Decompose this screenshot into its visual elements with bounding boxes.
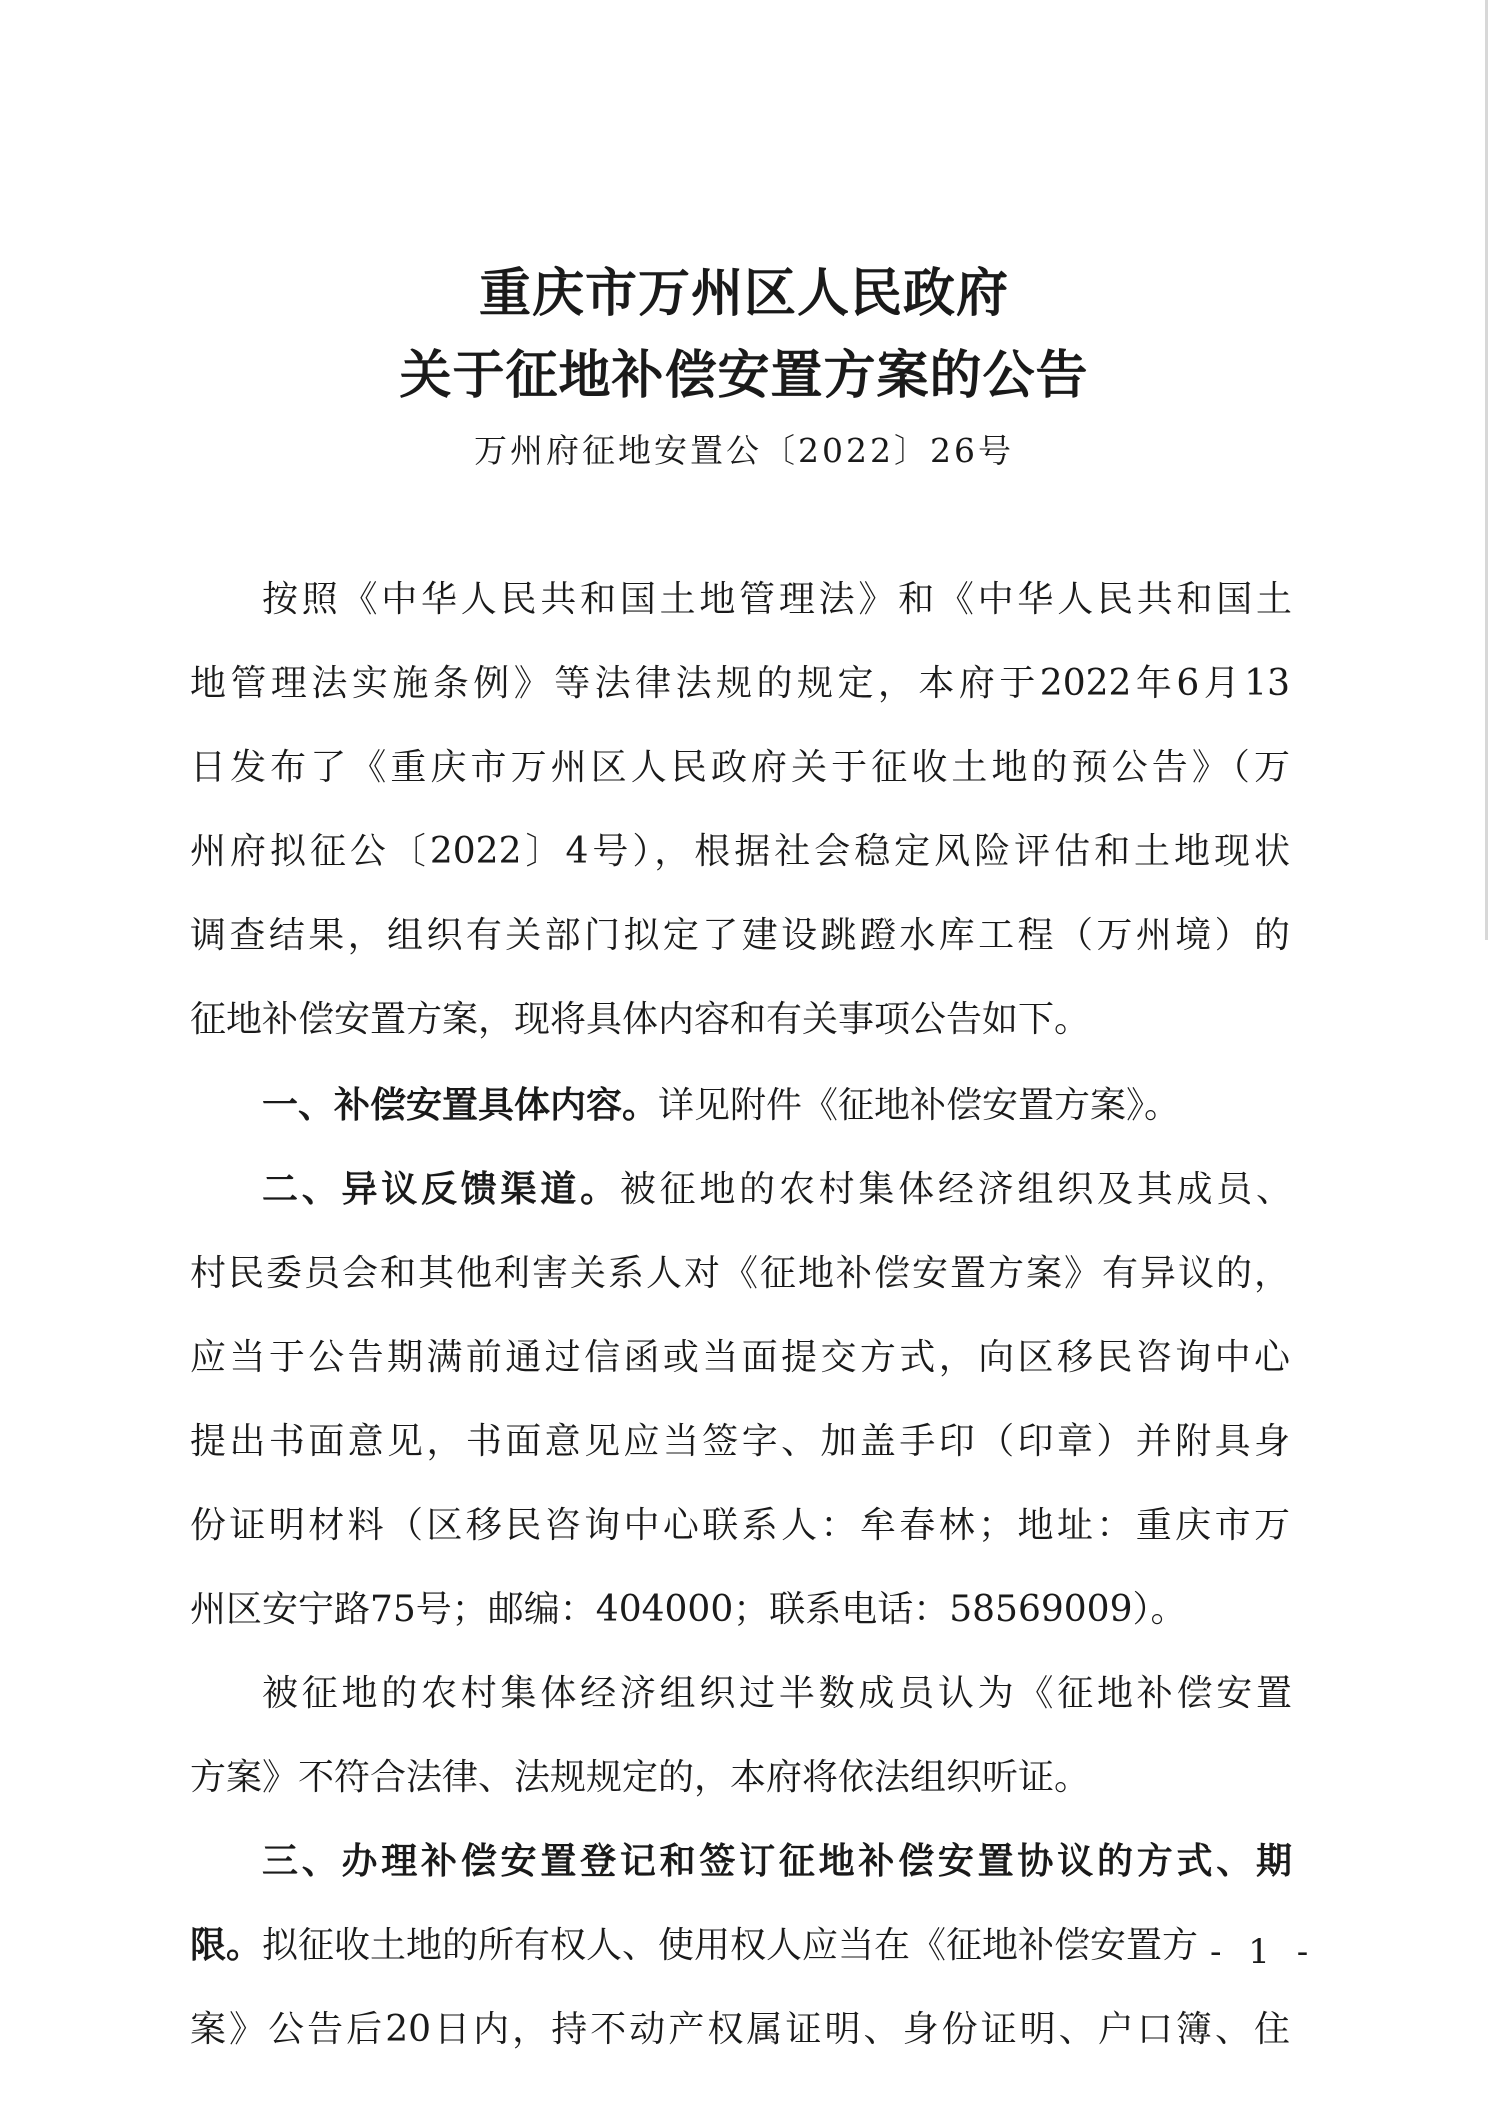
section-1-text: 详见附件《征地补偿安置方案》。 <box>658 1085 1181 1126</box>
document-title-line-2: 关于征地补偿安置方案的公告 <box>399 345 1089 406</box>
paragraph-3-line-2: 方案》不符合法律、法规规定的，本府将依法组织听证。 <box>190 1757 1091 1798</box>
paragraph-1-line-4: 州府拟征公〔2022〕4号），根据社会稳定风险评估和土地现状 <box>190 831 1290 872</box>
section-2-line-6: 州区安宁路75号；邮编：404000；联系电话：58569009）。 <box>190 1589 1187 1630</box>
paragraph-1-line-5: 调查结果，组织有关部门拟定了建设跳蹬水库工程（万州境）的 <box>190 915 1290 956</box>
paragraph-1-line-1: 按照《中华人民共和国土地管理法》和《中华人民共和国土 <box>262 579 1292 620</box>
section-3-line-2 <box>190 1924 1199 1968</box>
section-2-line-1 <box>262 1168 1292 1212</box>
page-number: - 1 - <box>1210 1932 1317 1972</box>
section-2-line-4: 提出书面意见，书面意见应当签字、加盖手印（印章）并附具身 <box>190 1421 1290 1462</box>
section-1-heading: 一、补偿安置具体内容。 <box>262 1085 659 1126</box>
section-3-text-line-2: 拟征收土地的所有权人、使用权人应当在《征地补偿安置方 <box>262 1925 1199 1966</box>
section-3-heading-line-1: 三、办理补偿安置登记和签订征地补偿安置协议的方式、期 <box>262 1841 1292 1882</box>
section-3-heading-line-2: 限。 <box>190 1925 263 1966</box>
section-2-text: 被征地的农村集体经济组织及其成员、 <box>619 1169 1292 1210</box>
paragraph-1-line-2: 地管理法实施条例》等法律法规的规定，本府于2022年6月13 <box>190 663 1290 704</box>
paragraph-3-line-1: 被征地的农村集体经济组织过半数成员认为《征地补偿安置 <box>262 1673 1292 1714</box>
paragraph-1-line-3: 日发布了《重庆市万州区人民政府关于征收土地的预公告》（万 <box>190 747 1290 788</box>
section-2-heading: 二、异议反馈渠道。 <box>262 1169 620 1210</box>
document-number: 万州府征地安置公〔2022〕26号 <box>474 431 1014 470</box>
section-2-line-5: 份证明材料（区移民咨询中心联系人：牟春林；地址：重庆市万 <box>190 1505 1290 1546</box>
section-1 <box>262 1084 1292 1128</box>
section-3-line-3: 案》公告后20日内，持不动产权属证明、身份证明、户口簿、住 <box>190 2009 1290 2050</box>
document-title-line-1: 重庆市万州区人民政府 <box>478 263 1009 324</box>
section-2-line-2: 村民委员会和其他利害关系人对《征地补偿安置方案》有异议的， <box>190 1253 1290 1294</box>
section-2-line-3: 应当于公告期满前通过信函或当面提交方式，向区移民咨询中心 <box>190 1337 1290 1378</box>
paragraph-1-line-6: 征地补偿安置方案，现将具体内容和有关事项公告如下。 <box>190 999 1091 1040</box>
